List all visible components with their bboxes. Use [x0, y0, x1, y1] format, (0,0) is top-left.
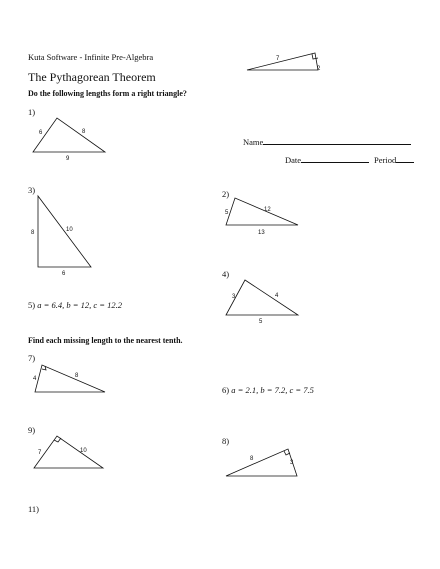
problem-1-label-c: 9: [66, 156, 70, 162]
problem-5-number: 5): [28, 300, 36, 310]
problem-8-label-b: 3: [290, 460, 294, 466]
problem-3-label-a: 8: [31, 230, 35, 236]
problem-11-number: 11): [28, 504, 40, 514]
problem-3-label-b: 10: [66, 227, 73, 233]
problem-3-number: 3): [28, 185, 36, 195]
problem-7-number: 7): [28, 353, 36, 363]
top-figure-label-b: 2: [317, 66, 321, 72]
problem-6-number: 6): [222, 385, 230, 395]
problem-8-label-a: 8: [250, 456, 254, 462]
problem-8-number: 8): [222, 436, 230, 446]
top-figure-label-a: 7: [276, 56, 280, 62]
right-triangle-instruction: Do the following lengths form a right triangle?: [28, 89, 187, 98]
name-label: Name: [243, 137, 264, 147]
name-field[interactable]: [243, 136, 411, 147]
problem-9-number: 9): [28, 425, 36, 435]
problem-1-number: 1): [28, 107, 36, 117]
date-line[interactable]: [301, 154, 369, 163]
problem-2-label-b: 12: [264, 207, 271, 213]
problem-1-triangle: [30, 114, 110, 164]
problem-6: [222, 385, 314, 395]
problem-4-label-b: 4: [275, 293, 279, 299]
problem-2-number: 2): [222, 189, 230, 199]
problem-9-triangle: [30, 432, 110, 472]
period-label: Period: [374, 155, 397, 165]
period-field[interactable]: [374, 154, 414, 165]
name-line[interactable]: [263, 136, 411, 145]
date-field[interactable]: [285, 154, 369, 165]
problem-3-label-c: 6: [62, 271, 66, 277]
problem-2-label-a: 5: [225, 210, 229, 216]
problem-2-label-c: 13: [258, 230, 265, 236]
problem-4-triangle: [222, 276, 302, 326]
problem-9-label-b: 10: [80, 448, 87, 454]
problem-4-label-c: 5: [259, 319, 263, 325]
problem-7-triangle: [30, 360, 110, 400]
top-right-triangle-figure: [244, 50, 324, 75]
problem-5: [28, 300, 122, 310]
problem-1-label-b: 8: [82, 129, 86, 135]
problem-9-label-a: 7: [38, 450, 42, 456]
missing-length-instruction: Find each missing length to the nearest tenth.: [28, 336, 183, 345]
problem-4-number: 4): [222, 269, 230, 279]
worksheet-title: The Pythagorean Theorem: [28, 70, 156, 84]
date-label: Date: [285, 155, 302, 165]
problem-7-label-b: 8: [75, 373, 79, 379]
worksheet-source: Kuta Software - Infinite Pre-Algebra: [28, 52, 154, 62]
problem-8-triangle: [222, 445, 302, 481]
problem-5-values: a = 6.4, b = 12, c = 12.2: [37, 300, 122, 310]
period-line[interactable]: [396, 154, 414, 163]
problem-7-label-a: 4: [33, 376, 37, 382]
problem-2-triangle: [222, 194, 302, 239]
problem-4-label-a: 3: [232, 294, 236, 300]
problem-3-triangle: [30, 192, 100, 277]
problem-1-label-a: 6: [39, 130, 43, 136]
problem-6-values: a = 2.1, b = 7.2, c = 7.5: [231, 385, 314, 395]
